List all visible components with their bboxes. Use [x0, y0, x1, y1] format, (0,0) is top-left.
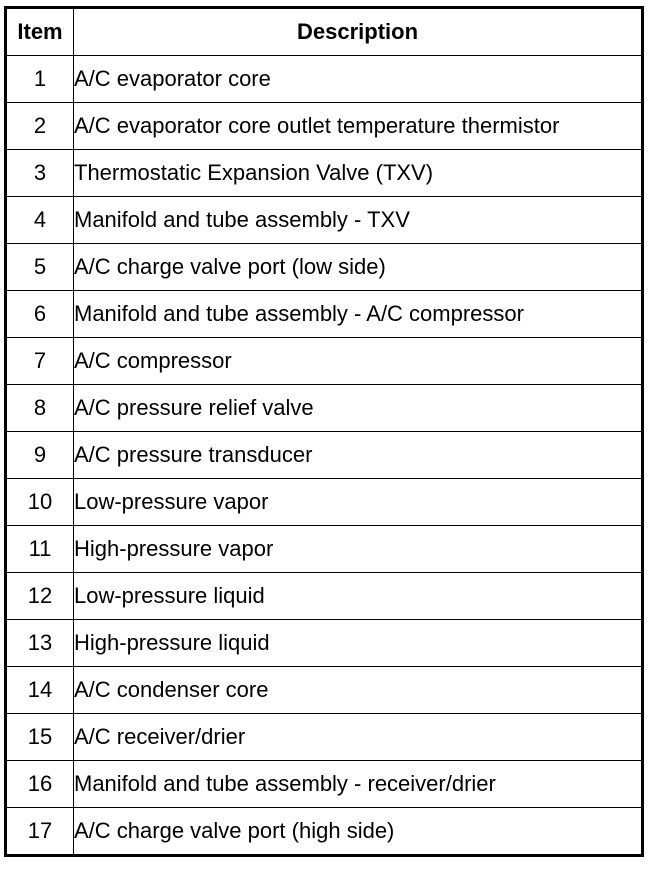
item-number-cell: 1	[6, 56, 74, 103]
table-row	[6, 526, 643, 573]
item-number-cell: 2	[6, 103, 74, 150]
description-cell: A/C pressure transducer	[74, 432, 643, 479]
description-cell: Low-pressure liquid	[74, 573, 643, 620]
description-cell: Manifold and tube assembly - receiver/drier	[74, 761, 643, 808]
item-number-cell: 7	[6, 338, 74, 385]
table-row	[6, 479, 643, 526]
item-number-cell: 11	[6, 526, 74, 573]
table-row	[6, 761, 643, 808]
table-row	[6, 432, 643, 479]
description-cell: A/C charge valve port (high side)	[74, 808, 643, 856]
table-row	[6, 808, 643, 856]
description-cell: Manifold and tube assembly - TXV	[74, 197, 643, 244]
description-cell: A/C pressure relief valve	[74, 385, 643, 432]
description-cell: A/C charge valve port (low side)	[74, 244, 643, 291]
description-cell: Thermostatic Expansion Valve (TXV)	[74, 150, 643, 197]
description-cell: A/C evaporator core outlet temperature thermistor	[74, 103, 643, 150]
item-number-cell: 3	[6, 150, 74, 197]
item-number-cell: 12	[6, 573, 74, 620]
table-row	[6, 150, 643, 197]
item-number-cell: 9	[6, 432, 74, 479]
description-cell: A/C evaporator core	[74, 56, 643, 103]
table-row	[6, 573, 643, 620]
description-cell: Manifold and tube assembly - A/C compressor	[74, 291, 643, 338]
item-number-cell: 10	[6, 479, 74, 526]
description-cell: A/C condenser core	[74, 667, 643, 714]
table-row	[6, 56, 643, 103]
table-row	[6, 291, 643, 338]
parts-legend-table	[4, 6, 644, 857]
item-number-cell: 17	[6, 808, 74, 856]
table-row	[6, 103, 643, 150]
table-row	[6, 667, 643, 714]
description-cell: A/C compressor	[74, 338, 643, 385]
description-cell: A/C receiver/drier	[74, 714, 643, 761]
table-row	[6, 338, 643, 385]
item-column-header: Item	[6, 8, 74, 56]
description-cell: High-pressure vapor	[74, 526, 643, 573]
item-number-cell: 14	[6, 667, 74, 714]
item-number-cell: 6	[6, 291, 74, 338]
table-header-row	[6, 8, 643, 56]
item-number-cell: 4	[6, 197, 74, 244]
item-number-cell: 15	[6, 714, 74, 761]
table-row	[6, 385, 643, 432]
description-cell: High-pressure liquid	[74, 620, 643, 667]
description-column-header: Description	[74, 8, 643, 56]
item-number-cell: 8	[6, 385, 74, 432]
item-number-cell: 13	[6, 620, 74, 667]
table-row	[6, 714, 643, 761]
description-cell: Low-pressure vapor	[74, 479, 643, 526]
item-number-cell: 5	[6, 244, 74, 291]
table-row	[6, 620, 643, 667]
table-row	[6, 244, 643, 291]
table-row	[6, 197, 643, 244]
item-number-cell: 16	[6, 761, 74, 808]
